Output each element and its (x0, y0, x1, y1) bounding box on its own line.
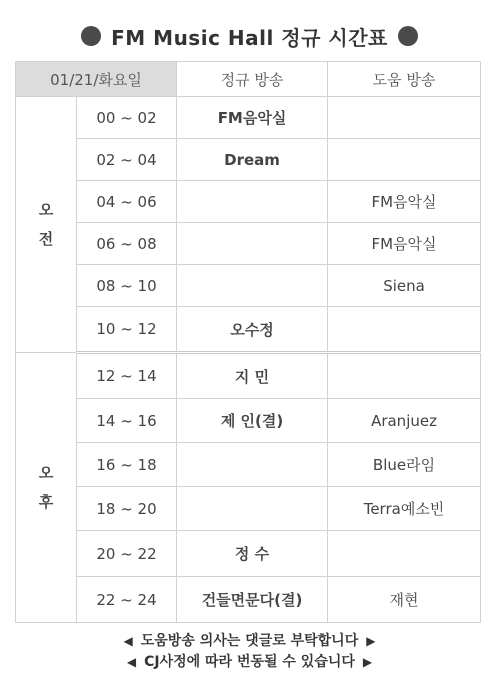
helper-cell (328, 97, 481, 139)
bullet-dot-icon (398, 26, 418, 46)
regular-cell: 정 수 (177, 531, 328, 577)
regular-cell: Dream (177, 139, 328, 181)
pm-label: 오 후 (16, 353, 77, 623)
header-row (16, 62, 481, 97)
helper-cell: Terra예소빈 (328, 487, 481, 531)
right-triangle-icon: ▶ (366, 634, 376, 648)
am-label: 오 전 (16, 97, 77, 353)
regular-cell (177, 265, 328, 307)
regular-header: 정규 방송 (177, 62, 328, 97)
helper-cell: Aranjuez (328, 399, 481, 443)
regular-cell (177, 443, 328, 487)
title-bar (0, 22, 499, 50)
time-cell: 20 ~ 22 (77, 531, 177, 577)
page-title: FM Music Hall 정규 시간표 (111, 25, 388, 50)
footer-line-2: CJ사정에 따라 번동될 수 있습니다 (144, 654, 355, 670)
regular-cell: 제 인(결) (177, 399, 328, 443)
table-row (16, 443, 481, 487)
bullet-dot-icon (81, 26, 101, 46)
helper-cell: FM음악실 (328, 223, 481, 265)
table-row (16, 139, 481, 181)
regular-cell (177, 181, 328, 223)
regular-cell (177, 487, 328, 531)
helper-header: 도움 방송 (328, 62, 481, 97)
table-row (16, 399, 481, 443)
regular-cell: FM음악실 (177, 97, 328, 139)
table-row (16, 307, 481, 353)
table-row (16, 223, 481, 265)
time-cell: 02 ~ 04 (77, 139, 177, 181)
time-cell: 10 ~ 12 (77, 307, 177, 353)
helper-cell (328, 531, 481, 577)
table-row (16, 181, 481, 223)
time-cell: 22 ~ 24 (77, 577, 177, 623)
time-cell: 18 ~ 20 (77, 487, 177, 531)
right-triangle-icon: ▶ (362, 655, 373, 669)
helper-cell: Blue라임 (328, 443, 481, 487)
helper-cell (328, 353, 481, 399)
table-row (16, 353, 481, 399)
time-cell: 00 ~ 02 (77, 97, 177, 139)
regular-cell: 오수정 (177, 307, 328, 353)
table-row (16, 577, 481, 623)
helper-cell: Siena (328, 265, 481, 307)
table-row (16, 97, 481, 139)
regular-cell (177, 223, 328, 265)
time-cell: 04 ~ 06 (77, 181, 177, 223)
regular-cell: 건들면문다(결) (177, 577, 328, 623)
table-row (16, 265, 481, 307)
helper-cell (328, 307, 481, 353)
footer-note-2 (0, 651, 499, 671)
left-triangle-icon: ◀ (123, 634, 133, 648)
date-header: 01/21/화요일 (16, 62, 177, 97)
time-cell: 12 ~ 14 (77, 353, 177, 399)
footer-note-1 (0, 630, 499, 650)
time-cell: 14 ~ 16 (77, 399, 177, 443)
left-triangle-icon: ◀ (126, 655, 137, 669)
helper-cell (328, 139, 481, 181)
regular-cell: 지 민 (177, 353, 328, 399)
helper-cell: 재현 (328, 577, 481, 623)
footer-line-1: 도움방송 의사는 댓글로 부탁합니다 (140, 633, 359, 649)
table-row (16, 531, 481, 577)
time-cell: 16 ~ 18 (77, 443, 177, 487)
time-cell: 08 ~ 10 (77, 265, 177, 307)
helper-cell: FM음악실 (328, 181, 481, 223)
time-cell: 06 ~ 08 (77, 223, 177, 265)
schedule-table (15, 61, 481, 623)
table-row (16, 487, 481, 531)
